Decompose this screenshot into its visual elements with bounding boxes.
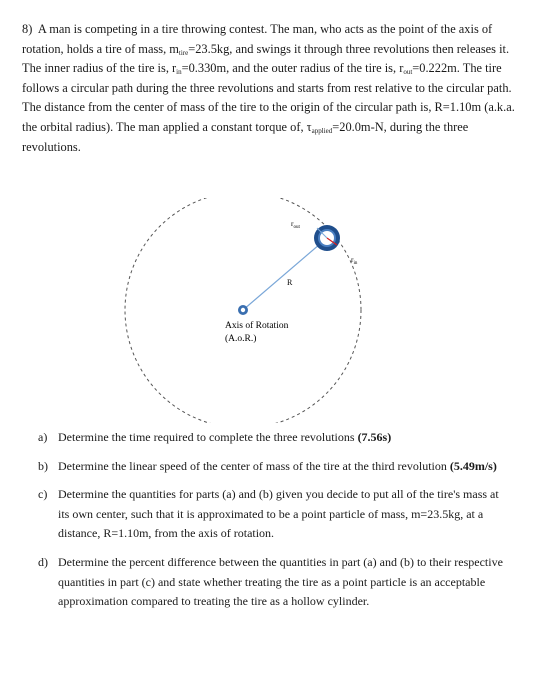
subscript: in [176,68,182,77]
part-b [38,457,508,477]
part-text: Determine the time required to complete the three revolutions [58,430,358,444]
part-text: Determine the percent difference between the quantities in part (a) and (b) to their respective quantities in part (c) and state whether treating the tire as a point particle is an acceptable approximation compared to treating the tire as a hollow cylinder. [58,554,503,609]
part-label: a) [38,430,48,444]
problem-text-part: =0.222m. The tire follows a circular path during the three revolutions and starts from rest relative to the circular path. The distance from the center of mass of the tire to the origin of the circular path is, R=1.10m (a.k.a. the orbital radius). The man applied a constant torque of, τ [22,61,515,134]
problem-text [22,20,522,157]
radius-label: R [287,278,293,287]
r-out-label: $r_{out}$ [291,219,300,230]
problem-text-part: A man is competing in a tire throwing contest. The man, who acts as the point of the axis of rotation, holds a tire of mass, m [22,22,493,56]
question-parts [38,428,508,621]
problem-text-part: =0.330m, and the outer radius of the tire is, r [181,61,404,76]
part-label: c) [38,487,48,502]
problem-statement [22,20,522,157]
part-c [38,485,508,544]
subscript: out [403,68,413,77]
subscript: applied [311,126,333,135]
axis-of-rotation-icon [238,305,248,315]
part-a [38,428,508,448]
part-answer: (5.49m/s) [449,458,497,473]
problem-text-part: =20.0m-N, during the three revolutions. [22,119,469,154]
part-label: b) [38,458,48,473]
problem-number: 8) [22,22,33,36]
part-label: d) [38,554,48,569]
part-text: Determine the linear speed of the center of mass of the tire at the third revolution [58,458,450,473]
r-in-label: $r_{in}$ [351,255,358,266]
part-answer: (7.56s) [357,430,392,444]
problem-text-part: =23.5kg, and swings it through three revolutions then releases it. The inner radius of the tire is, r [22,41,510,76]
part-d [38,553,508,612]
subscript: tire [178,48,189,57]
radius-line [243,238,327,310]
part-text: Determine the quantities for parts (a) and (b) given you decide to put all of the tire's mass at its own center, such that it is approximated to be a point particle of mass, m=23.5kg, at a distance, R=1.10m, from the axis of rotation. [58,487,499,541]
rotation-diagram [100,198,400,423]
axis-label-line1: Axis of Rotation [225,321,289,331]
axis-label-line2: (A.o.R.) [225,334,257,344]
